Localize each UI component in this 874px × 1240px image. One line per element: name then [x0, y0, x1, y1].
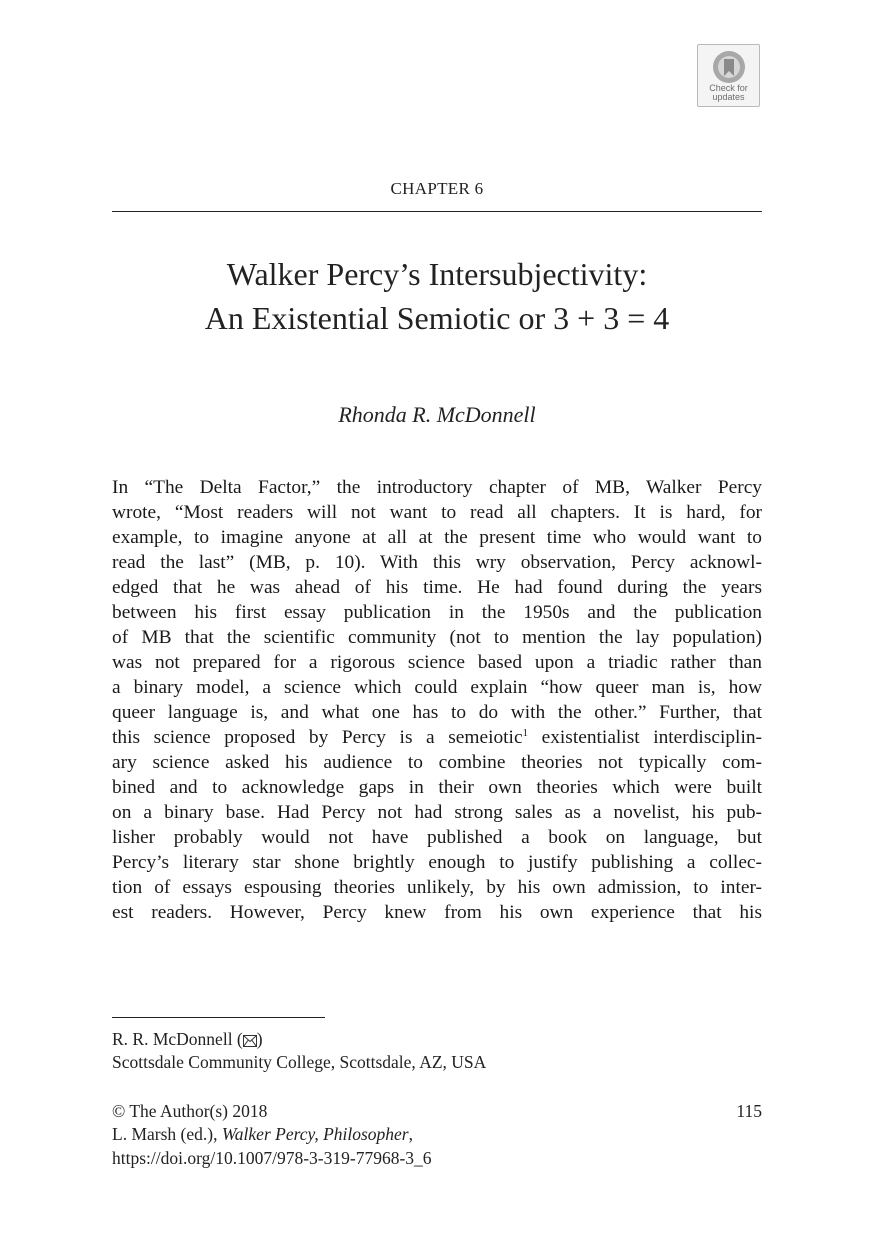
body-line: lisher probably would not have published a book on language, but [112, 827, 762, 848]
doi-link[interactable]: https://doi.org/10.1007/978-3-319-77968-3_6 [112, 1148, 432, 1168]
title-line-2: An Existential Semiotic or 3 + 3 = 4 [204, 300, 670, 336]
body-line: wrote, “Most readers will not want to read all chapters. It is hard, for [112, 502, 762, 523]
check-for-updates-badge[interactable] [697, 44, 760, 107]
body-line: ary science asked his audience to combine theories not typically com- [112, 752, 762, 773]
chapter-divider [112, 211, 762, 212]
body-line: between his first essay publication in the 1950s and the publication [112, 602, 762, 623]
body-line: example, to imagine anyone at all at the present time who would want to [112, 527, 762, 548]
body-line: a binary model, a science which could explain “how queer man is, how [112, 677, 762, 698]
body-line-with-footnote [112, 725, 762, 750]
author-name: Rhonda R. McDonnell [338, 402, 536, 427]
footnote-author-close: ) [256, 1029, 263, 1049]
footnote-author [112, 1028, 263, 1050]
body-line: bined and to acknowledge gaps in their own theories which were built [112, 777, 762, 798]
body-line-part: this science proposed by Percy is a semeiotic [112, 727, 523, 748]
page-number: 115 [736, 1101, 762, 1121]
body-line-part: existentialist interdisciplin- [528, 727, 762, 748]
footnote-ref[interactable]: 1 [522, 727, 529, 739]
body-line: read the last” (MB, p. 10). With this wry observation, Percy acknowl- [112, 552, 762, 573]
body-line: In “The Delta Factor,” the introductory chapter of MB, Walker Percy [112, 477, 762, 498]
chapter-label: CHAPTER 6 [390, 179, 484, 198]
footnote-author-name: R. R. McDonnell ( [112, 1029, 243, 1049]
body-line: was not prepared for a rigorous science based upon a triadic rather than [112, 652, 762, 673]
footnote-citation [112, 1123, 413, 1145]
citation-book-title: Walker Percy, Philosopher [221, 1124, 409, 1144]
badge-label-line1: Check for [709, 83, 748, 93]
footnote-affiliation: Scottsdale Community College, Scottsdale, AZ, USA [112, 1052, 487, 1072]
bookmark-icon [712, 50, 746, 84]
envelope-icon[interactable] [243, 1035, 257, 1047]
body-paragraph [112, 475, 762, 925]
citation-suffix: , [408, 1124, 413, 1144]
body-line: est readers. However, Percy knew from his own experience that his [112, 902, 762, 923]
badge-label-line2: updates [712, 92, 745, 102]
title-line-1: Walker Percy’s Intersubjectivity: [226, 256, 648, 292]
body-line: edged that he was ahead of his time. He had found during the years [112, 577, 762, 598]
body-line: tion of essays espousing theories unlikely, by his own admission, to inter- [112, 877, 762, 898]
body-line: Percy’s literary star shone brightly enough to justify publishing a collec- [112, 852, 762, 873]
chapter-title [0, 252, 874, 340]
body-line: queer language is, and what one has to do with the other.” Further, that [112, 702, 762, 723]
body-line: on a binary base. Had Percy not had strong sales as a novelist, his pub- [112, 802, 762, 823]
body-line: of MB that the scientific community (not to mention the lay population) [112, 627, 762, 648]
footnote-copyright: © The Author(s) 2018 [112, 1101, 268, 1121]
citation-editor: L. Marsh (ed.), [112, 1124, 222, 1144]
footnote-divider [112, 1017, 325, 1018]
